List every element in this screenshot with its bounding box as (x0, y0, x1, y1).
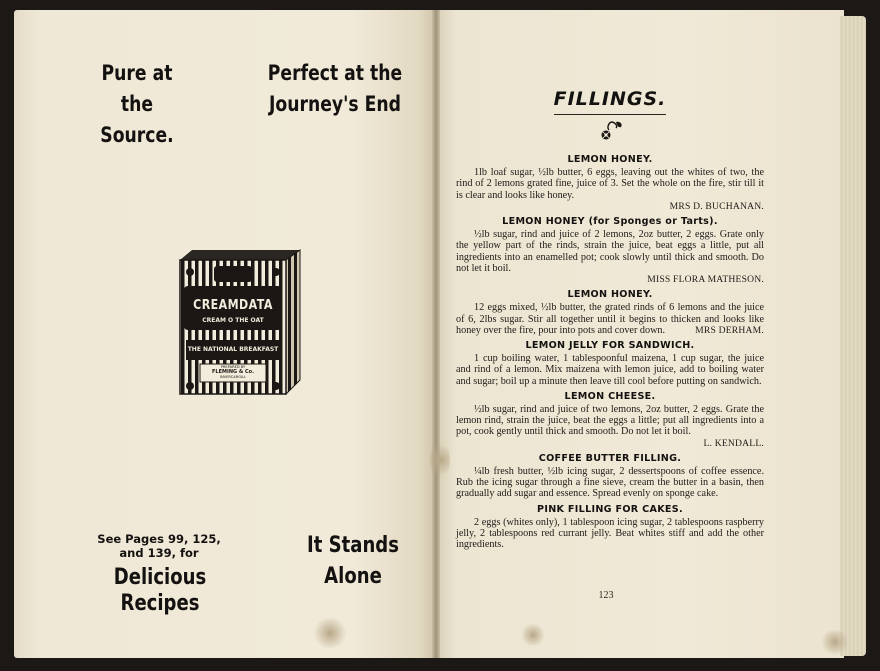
ad-line: It Stands (307, 533, 399, 558)
recipe-title: LEMON HONEY. (567, 289, 653, 301)
recipe-list (456, 150, 764, 551)
box-maker-line: FLEMING & Co. (212, 369, 254, 375)
recipe (456, 391, 764, 449)
recipe (456, 340, 764, 387)
recipe-title: PINK FILLING FOR CAKES. (537, 503, 683, 515)
page-edges (840, 16, 866, 656)
heading-rule (554, 114, 666, 115)
recipe-author: MRS DERHAM. (695, 324, 764, 336)
flower-ornament-icon (594, 118, 628, 144)
recipe-title: COFFEE BUTTER FILLING. (538, 452, 682, 464)
recipe-body-text: ½lb sugar, rind and juice of two lemons, 2oz butter, 2 eggs. Grate the lemon rind, strain the juice, beat the eggs a little; put all ingredients into a pot, cook gently until thick and smooth. Do not let it boil. (456, 404, 764, 438)
ad-line: Perfect at the (267, 61, 403, 85)
ad-delicious-recipes: Delicious Recipes (113, 565, 207, 616)
recipe (456, 289, 764, 336)
recipe (456, 154, 764, 212)
paper-stain (820, 630, 850, 654)
recipe-title: LEMON CHEESE. (564, 390, 656, 402)
recipe (456, 504, 764, 551)
ad-line: Source. (100, 123, 174, 147)
recipe-body-text: 12 eggs mixed, ½lb butter, the grated rinds of 6 lemons and the juice of 6, 2lbs sugar. Stir all together until it begins to thicken and looks like honey over the fire, pour into pots and cover down. (456, 302, 764, 336)
recipe-title: LEMON JELLY FOR SANDWICH. (525, 340, 695, 352)
recipe-body: 2 eggs (whites only), 1 tablespoon icing sugar, 2 tablespoons raspberry jelly, 2 tablespoons red currant jelly. Beat whites stiff and add the other ingredients. (456, 516, 764, 551)
recipe-body (456, 404, 764, 449)
recipe-author: MISS FLORA MATHESON. (647, 274, 764, 286)
creamdata-box-illustration (174, 248, 304, 398)
paper-stain (312, 618, 348, 648)
recipe (456, 216, 764, 285)
paper-stain (520, 624, 546, 646)
ad-line: Journey's End (268, 92, 402, 116)
ad-see-pages (74, 532, 244, 560)
recipe-title: LEMON HONEY (for Sponges or Tarts). (502, 216, 718, 228)
paper-stain (430, 440, 450, 480)
recipe-body: 1 cup boiling water, 1 tablespoonful maizena, 1 cup sugar, the juice and rind of a lemon. Mix maizena with lemon juice, add to boiling water and sugar; boil up a minute then leave till cool before putting on sandwich. (456, 353, 764, 387)
ad-line: See Pages 99, 125, (97, 532, 221, 546)
box-maker-line: PREPARED BY (220, 365, 246, 369)
ad-line: Pure at the (101, 61, 173, 116)
book-gutter (432, 10, 440, 658)
box-slogan: THE NATIONAL BREAKFAST (187, 346, 279, 353)
recipe-body: ½lb sugar, rind and juice of 2 lemons, 2oz butter, 2 eggs. Grate only the yellow part of the rinds, strain the juice, beat eggs a little, put all ingredients into an enamelled pot; cook slowly until thick and smooth. Do not let it boil. (456, 229, 764, 274)
box-maker-line: INVERCARGILL (219, 375, 247, 379)
ad-it-stands-alone (300, 530, 407, 592)
recipe-body: ¼lb fresh butter, ½lb icing sugar, 2 dessertspoons of coffee essence. Rub the icing sugar through a fine sieve, cream the butter in a basin, then gradually add sugar and essence. Spread evenly on sponge cake. (456, 466, 764, 500)
recipe-title: LEMON HONEY. (567, 154, 653, 165)
section-heading: FILLINGS. (553, 88, 667, 110)
ad-line: Alone (324, 564, 382, 589)
recipe-author: MRS D. BUCHANAN. (669, 200, 764, 212)
box-brand: CREAMDATA (193, 298, 273, 313)
ad-line: and 139, for (119, 546, 199, 560)
box-maker (200, 365, 266, 380)
recipe-body: 1lb loaf sugar, ½lb butter, 6 eggs, leaving out the whites of two, the rind of 2 lemons grated fine, juice of 3. Set the whole on the fire, stir till it is clear and looks like honey. (456, 167, 764, 201)
recipe (456, 453, 764, 500)
ad-slogan-source (92, 58, 182, 151)
recipe-author: L. KENDALL. (703, 437, 764, 449)
recipe-body (456, 302, 764, 336)
box-tagline: CREAM O THE OAT (202, 317, 264, 324)
ad-slogan-journey (265, 58, 404, 120)
page-number: 123 (598, 590, 614, 601)
